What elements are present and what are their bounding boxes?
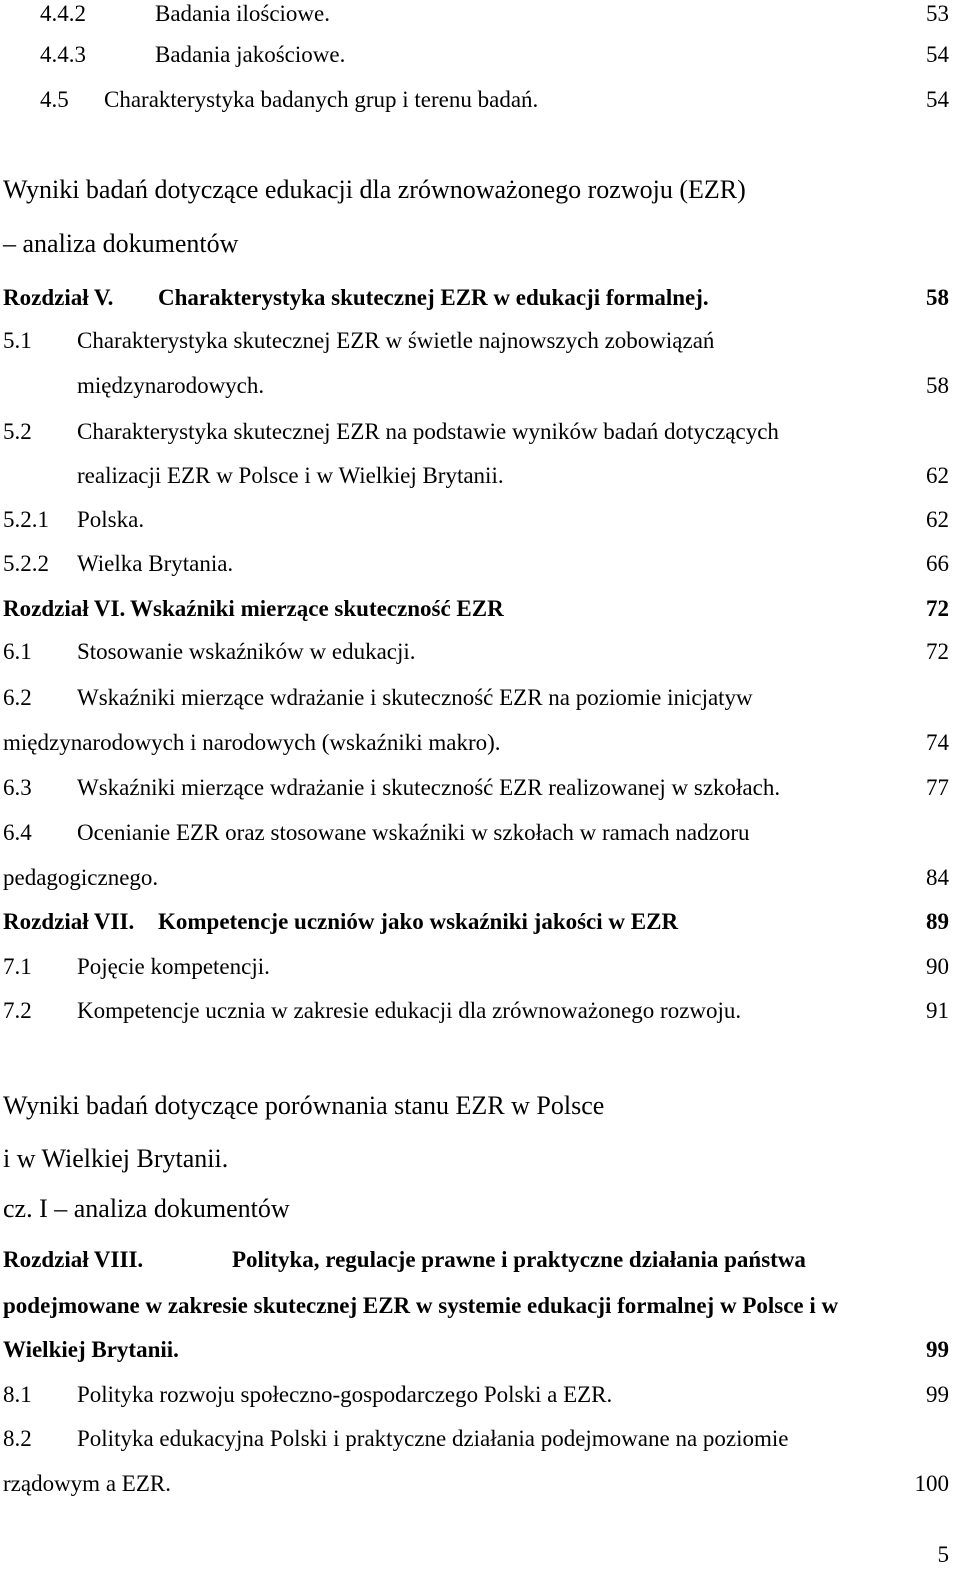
entry-number: 6.2: [3, 685, 32, 710]
entry-title: Charakterystyka skutecznej EZR w świetle najnowszych zobowiązań: [77, 328, 715, 353]
chapter-page: 58: [926, 285, 949, 310]
entry-title: Kompetencje ucznia w zakresie edukacji dla zrównoważonego rozwoju.: [77, 998, 742, 1023]
entry-page: 84: [926, 865, 949, 890]
entry-page: 62: [926, 463, 949, 488]
entry-number: 7.2: [3, 998, 32, 1023]
entry-page: 53: [926, 1, 949, 26]
entry-page: 74: [926, 730, 949, 755]
chapter-title: Kompetencje uczniów jako wskaźniki jakości w EZR: [158, 909, 679, 934]
entry-title: Polska.: [77, 507, 145, 532]
entry-title: Charakterystyka badanych grup i terenu badań.: [104, 87, 539, 112]
entry-number: 4.4.3: [40, 42, 86, 67]
chapter-page: 99: [926, 1337, 949, 1362]
entry-page: 66: [926, 551, 949, 576]
entry-number: 4.5: [40, 87, 69, 112]
entry-title: Ocenianie EZR oraz stosowane wskaźniki w szkołach w ramach nadzoru: [77, 820, 750, 845]
chapter-label: Rozdział VIII.: [3, 1247, 144, 1272]
chapter-title-continued: Wielkiej Brytanii.: [3, 1337, 179, 1362]
entry-number: 5.1: [3, 328, 32, 353]
entry-title: Badania ilościowe.: [155, 1, 331, 26]
entry-title: Stosowanie wskaźników w edukacji.: [77, 639, 416, 664]
entry-title-continued: międzynarodowych i narodowych (wskaźniki makro).: [3, 730, 501, 755]
entry-title: Wskaźniki mierzące wdrażanie i skuteczność EZR realizowanej w szkołach.: [77, 775, 781, 800]
entry-title: Charakterystyka skutecznej EZR na podstawie wyników badań dotyczących: [77, 419, 779, 444]
entry-number: 8.2: [3, 1426, 32, 1451]
chapter-title: Charakterystyka skutecznej EZR w edukacji formalnej.: [158, 285, 709, 310]
entry-number: 4.4.2: [40, 1, 86, 26]
entry-title-continued: realizacji EZR w Polsce i w Wielkiej Brytanii.: [77, 463, 504, 488]
page-number: 5: [937, 1542, 949, 1567]
entry-number: 7.1: [3, 954, 32, 979]
section-heading-line: i w Wielkiej Brytanii.: [3, 1144, 229, 1173]
entry-number: 6.3: [3, 775, 32, 800]
entry-number: 6.4: [3, 820, 32, 845]
entry-page: 62: [926, 507, 949, 532]
chapter-title-continued: podejmowane w zakresie skutecznej EZR w systemie edukacji formalnej w Polsce i w: [3, 1293, 839, 1318]
entry-page: 58: [926, 373, 949, 398]
entry-number: 5.2.2: [3, 551, 49, 576]
entry-title-continued: pedagogicznego.: [3, 865, 159, 890]
entry-title: Badania jakościowe.: [155, 42, 346, 67]
entry-title-continued: międzynarodowych.: [77, 373, 265, 398]
entry-title: Polityka edukacyjna Polski i praktyczne działania podejmowane na poziomie: [77, 1426, 789, 1451]
section-heading-line: cz. I – analiza dokumentów: [3, 1194, 290, 1223]
entry-number: 5.2.1: [3, 507, 49, 532]
entry-title: Wskaźniki mierzące wdrażanie i skuteczność EZR na poziomie inicjatyw: [77, 685, 753, 710]
entry-page: 91: [926, 998, 949, 1023]
chapter-title: Wskaźniki mierzące skuteczność EZR: [130, 596, 504, 621]
entry-page: 54: [926, 87, 949, 112]
chapter-title: Polityka, regulacje prawne i praktyczne działania państwa: [232, 1247, 806, 1272]
section-heading-line: Wyniki badań dotyczące porównania stanu EZR w Polsce: [3, 1091, 605, 1120]
chapter-page: 89: [926, 909, 949, 934]
entry-page: 99: [926, 1382, 949, 1407]
entry-title: Wielka Brytania.: [77, 551, 234, 576]
entry-page: 90: [926, 954, 949, 979]
entry-title-continued: rządowym a EZR.: [3, 1471, 171, 1496]
entry-page: 77: [926, 775, 949, 800]
chapter-label: Rozdział VI.: [3, 596, 126, 621]
chapter-page: 72: [926, 596, 949, 621]
entry-title: Polityka rozwoju społeczno-gospodarczego Polski a EZR.: [77, 1382, 613, 1407]
entry-title: Pojęcie kompetencji.: [77, 954, 270, 979]
entry-number: 5.2: [3, 419, 32, 444]
chapter-label: Rozdział V.: [3, 285, 114, 310]
entry-page: 72: [926, 639, 949, 664]
entry-page: 100: [914, 1471, 949, 1496]
entry-page: 54: [926, 42, 949, 67]
entry-number: 8.1: [3, 1382, 32, 1407]
chapter-label: Rozdział VII.: [3, 909, 135, 934]
entry-number: 6.1: [3, 639, 32, 664]
section-heading-line: Wyniki badań dotyczące edukacji dla zrównoważonego rozwoju (EZR): [3, 175, 746, 204]
section-heading-line: – analiza dokumentów: [3, 229, 239, 258]
